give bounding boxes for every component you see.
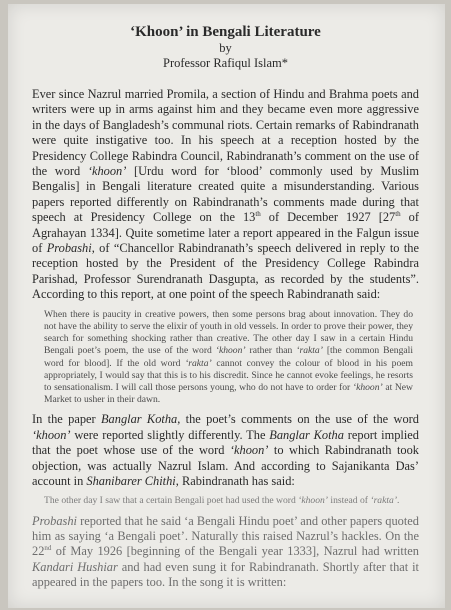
byline: by xyxy=(219,41,232,55)
article-body xyxy=(32,87,419,591)
paragraph-2: In the paper Banglar Kotha, the poet’s comments on the use of the word ‘khoon’ were reported slightly differently. The Banglar Kotha report implied that the poet whose use of the word ‘khoon’ to which Rabindranath took objection, was actually Nazrul Islam. And according to Sajanikanta Das’ account in Shanibarer Chithi, Rabindranath has said: xyxy=(32,412,420,488)
block-quote-2: The other day I saw that a certain Bengali poet had used the word ‘khoon’ instead of ‘rakta’. xyxy=(44,495,400,507)
paragraph-1: Ever since Nazrul married Promila, a section of Hindu and Brahma poets and writers were up in arms against him and they became even more aggressive in the days of Bangladesh’s communal riots. Certain remarks of Rabindranath were quite instigative too. In his speech at a reception hosted by the Presidency College Rabindra Council, Rabindranath’s comment on the use of the word ‘khoon’ [Urdu word for ‘blood’ commonly used by Muslim Bengalis] in Bengali literature created quite a misunderstanding. Various papers reported differently on Rabindranath’s comments made during that speech at Presidency College on the 13th of December 1927 [27th of Agrahayan 1334]. Quite sometime later a report appeared in the Falgun issue of Probashi, of “Chancellor Rabindranath’s speech delivered in reply to the reception hosted by the President of the Presidency College Rabindra Parishad, Professor Surendranath Dasgupta, as recorded by the students”. According to this report, at one point of the speech Rabindranath said: xyxy=(32,87,420,302)
paragraph-3: Probashi reported that he said ‘a Bengali Hindu poet’ and other papers quoted him as saying ‘a Bengali poet’. Naturally this raised Nazrul’s hackles. On the 22nd of May 1926 [beginning of the Bengali year 1333], Nazrul had written Kandari Hushiar and had even sung it for Rabindranath. Shortly after that it appeared in the papers too. In the song it is written: xyxy=(32,513,420,590)
document-page xyxy=(8,4,445,608)
block-quote-1: When there is paucity in creative powers, then some persons brag about innovation. They do not have the ability to serve the elixir of youth in old vessels. In order to prove their power, they search for something shocking rather than creative. The other day I saw in a certain Hindu Bengali poet’s poem, the use of the word ‘khoon’ rather than ‘rakta’ [the common Bengali word for blood]. If the old word ‘rakta’ cannot convey the colour of blood in his poem appropriately, I would say that this is to his discredit. Since he cannot evoke feelings, he resorts to sensationalism. I will call those persons young, who do not have to order for ‘khoon’ at New Market to usher in their dawn. xyxy=(44,308,413,406)
author-name: Professor Rafiqul Islam* xyxy=(163,56,288,70)
page-title: ‘Khoon’ in Bengali Literature xyxy=(130,24,321,40)
